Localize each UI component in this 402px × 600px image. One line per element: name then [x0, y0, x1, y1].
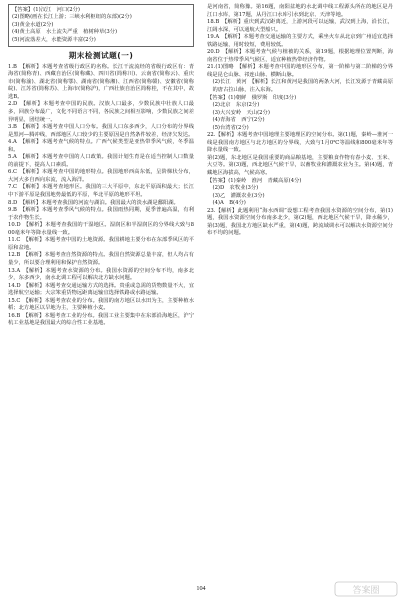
- text-line: (2)图略(画在长江上游；三峡水利枢纽的东部)(2分): [12, 14, 132, 21]
- watermark-logo: [334, 580, 398, 598]
- text-line: 14.D 【解析】本题考查交通运输方式的选择。贵重或急需的货物数量不大，宜选择航空运输；大宗笨重货物远距离运输宜选择铁路或水路运输。: [8, 282, 194, 297]
- text-line: (4)黄土高原 水土流失严重 植树种草(3分): [12, 29, 118, 36]
- text-line: (3)乙 灌溉农业(3分): [212, 192, 265, 199]
- previous-answer-block: [8, 4, 194, 47]
- text-line: (2)北京 东京(2分): [212, 102, 260, 109]
- text-line: (3)黄金水道(2分): [12, 21, 54, 28]
- text-line: 15.C 【解析】本题考查农业的分布。我国的南方地区以水田为主，主要种植水稻；北方地区以旱地为主，主要种植小麦。: [8, 297, 194, 312]
- text-line: (2)长江 黄河 【解析】长江和黄河是我国的两条大河，长江发源于青藏高原的唐古拉山脉，注入东海。: [212, 79, 393, 94]
- text-line: 13.A 【解析】本题考查水资源的分布。我国水资源的空间分布不均，南多北少，东多西少，南水北调工程可以解决北方缺水问题。: [8, 267, 194, 282]
- section-title: 期末检测试题(一): [68, 50, 134, 60]
- text-line: 11.C 【解析】本题考查中国的土地资源。我国耕地主要分布在东部季风区的平原和盆地。: [8, 237, 194, 251]
- text-line: 19.A 【解析】本题考查交通运输的主要方式，乘坐火车从北京到广州适宜选择铁路运输，用时较短，费用较低。: [207, 34, 393, 48]
- text-line: 12.B 【解析】本题考查自然资源的特点。我国自然资源总量丰富，但人均占有量少，所以要合理利用和保护自然资源。: [8, 252, 194, 266]
- text-line: 【答案】(1)汉江 河口(2分): [12, 6, 80, 13]
- text-line: 22.【解析】本题考查中国地理主要地理区的空间分布。第(1)题，秦岭—淮河一线是我国南方地区与北方地区的分界线，大致与1月0℃等温线和800毫米年等降水量线一致。: [207, 132, 393, 154]
- text-line: 【答案】(1)秦岭 淮河 青藏高原(4分): [207, 177, 302, 184]
- text-line: 1.B 【解析】本题考查省级行政区的名称。长江干流流经的省级行政区有：青海省(简称青)、西藏自治区(简称藏)、四川省(简称川)、云南省(简称云)、重庆市(简称渝)、湖北省(简称鄂)、湖南省(简称湘)、江西省(简称赣)、安徽省(简称皖)、江苏省(简称苏)、上海市(简称沪)，广西壮族自治区简称桂，不在其中，故选B。: [8, 63, 194, 100]
- text-line: 是河南省，简称豫。第16题，南阳盆地的水北调中线工程源头所在的地区是丹江口水库，第17题，从丹江口水库引水到北京、天津等地。: [207, 4, 393, 18]
- svg-text:答案圈: 答案圈: [352, 586, 380, 596]
- text-line: 2.D 【解析】本题考查中国的民族。汉族人口最多，少数民族中壮族人口最多，回族分布最广，文化不同语言不同，各民族之间相互影响，少数民族之间差异明显，团结统一。: [8, 101, 194, 123]
- text-line: 5.A 【解析】本题考查中国的人口政策。我国计划生育是在适当控制人口数量的前提下，提高人口素质。: [8, 154, 194, 168]
- text-line: 6.C 【解析】本题考查中国的地形特点。我国地形西高东低，呈阶梯状分布，大河大多自西向东流，流入海洋。: [8, 169, 194, 183]
- text-line: 第(2)题，东北地区是我国重要的商品粮基地，主要粮食作物有春小麦、玉米、大豆等。第(3)题，西北地区气候干旱，以畜牧业和灌溉农业为主。第(4)题，青藏地区海拔高，气候高寒。: [207, 154, 393, 177]
- left-column: [8, 4, 194, 328]
- text-line: (5)台湾省(2分): [212, 124, 249, 131]
- text-line: 8.D 【解析】本题考查我国的河流与湖泊。我国最大的淡水湖是鄱阳湖。: [8, 199, 179, 206]
- page-number: 104: [196, 585, 206, 592]
- text-line: 3.B 【解析】本题考查中国人口分布。我国人口东多西少，人口分布的分界线是黑河—腾冲线，西部地区人口较少的主要原因是自然条件较差，经济欠发达。: [8, 124, 194, 138]
- text-line: (2)D 农牧业(3分): [212, 185, 259, 192]
- text-line: 10.D 【解析】本题考查我国的干湿地区。湿润区和半湿润区的分界线大致与800毫米年等降水量线一致。: [8, 222, 194, 236]
- text-line: 7.C 【解析】本题考查地形区。我国的三大平原中，东北平原面积最大；长江中下游平原是我国地势最低的平原，华北平原的地形平坦。: [8, 184, 194, 199]
- right-entries: [207, 4, 393, 238]
- text-line: (3)大兴安岭 天山(2分): [212, 109, 270, 116]
- text-line: 18.B 【解析】重庆到武汉距离近，上游河段可以运输，武汉到上海，沿长江，江阔水深，可以通航大型船只。: [207, 19, 393, 33]
- text-line: 21.(1)图略 【解析】本题考查中国的地形区分布，第一阶梯与第二阶梯的分界线是昆仑山脉、祁连山脉、横断山脉。: [207, 64, 393, 78]
- text-line: (4)A B(4分): [212, 200, 246, 207]
- text-line: 23.【解析】此题利用“海水西调”设想工程考查我国水资源的空间分布，第(1)题，我国水资源空间分布南多北少，第(2)题，西北地区气候干旱，降水稀少，第(3)题，我国北方地区缺水严重，第(4)题，跨流域调水可以解决水资源空间分布不均的问题。: [207, 207, 393, 237]
- text-line: (5)河流落差大，水能资源丰富(2分): [12, 36, 96, 43]
- left-entries: [8, 64, 194, 328]
- text-line: 20.D 【解析】本题考查气候与植被的关系，第19题，根据地理位置判断，海南省位于热带季风气候区，适宜种植热带经济作物。: [207, 49, 393, 63]
- text-line: 9.B 【解析】本题考查季风气候的特点。我国雨热同期，夏季普遍高温，有利于农作物生长。: [8, 207, 194, 221]
- text-line: 【答案】(1)朝鲜 俄罗斯 印度(3分): [207, 94, 297, 101]
- text-line: 4.A 【解析】本题考查气候的特点。广西气候类型是亚热带季风气候，冬季温和。: [8, 139, 194, 153]
- text-line: 16.B 【解析】本题考查工业的分布。我国工业主要集中在东部沿海地区，沪宁杭工业基地是我国最大的综合性工业基地。: [8, 312, 194, 327]
- text-line: (4)青海省 西宁(2分): [212, 117, 265, 124]
- right-column: [207, 4, 393, 238]
